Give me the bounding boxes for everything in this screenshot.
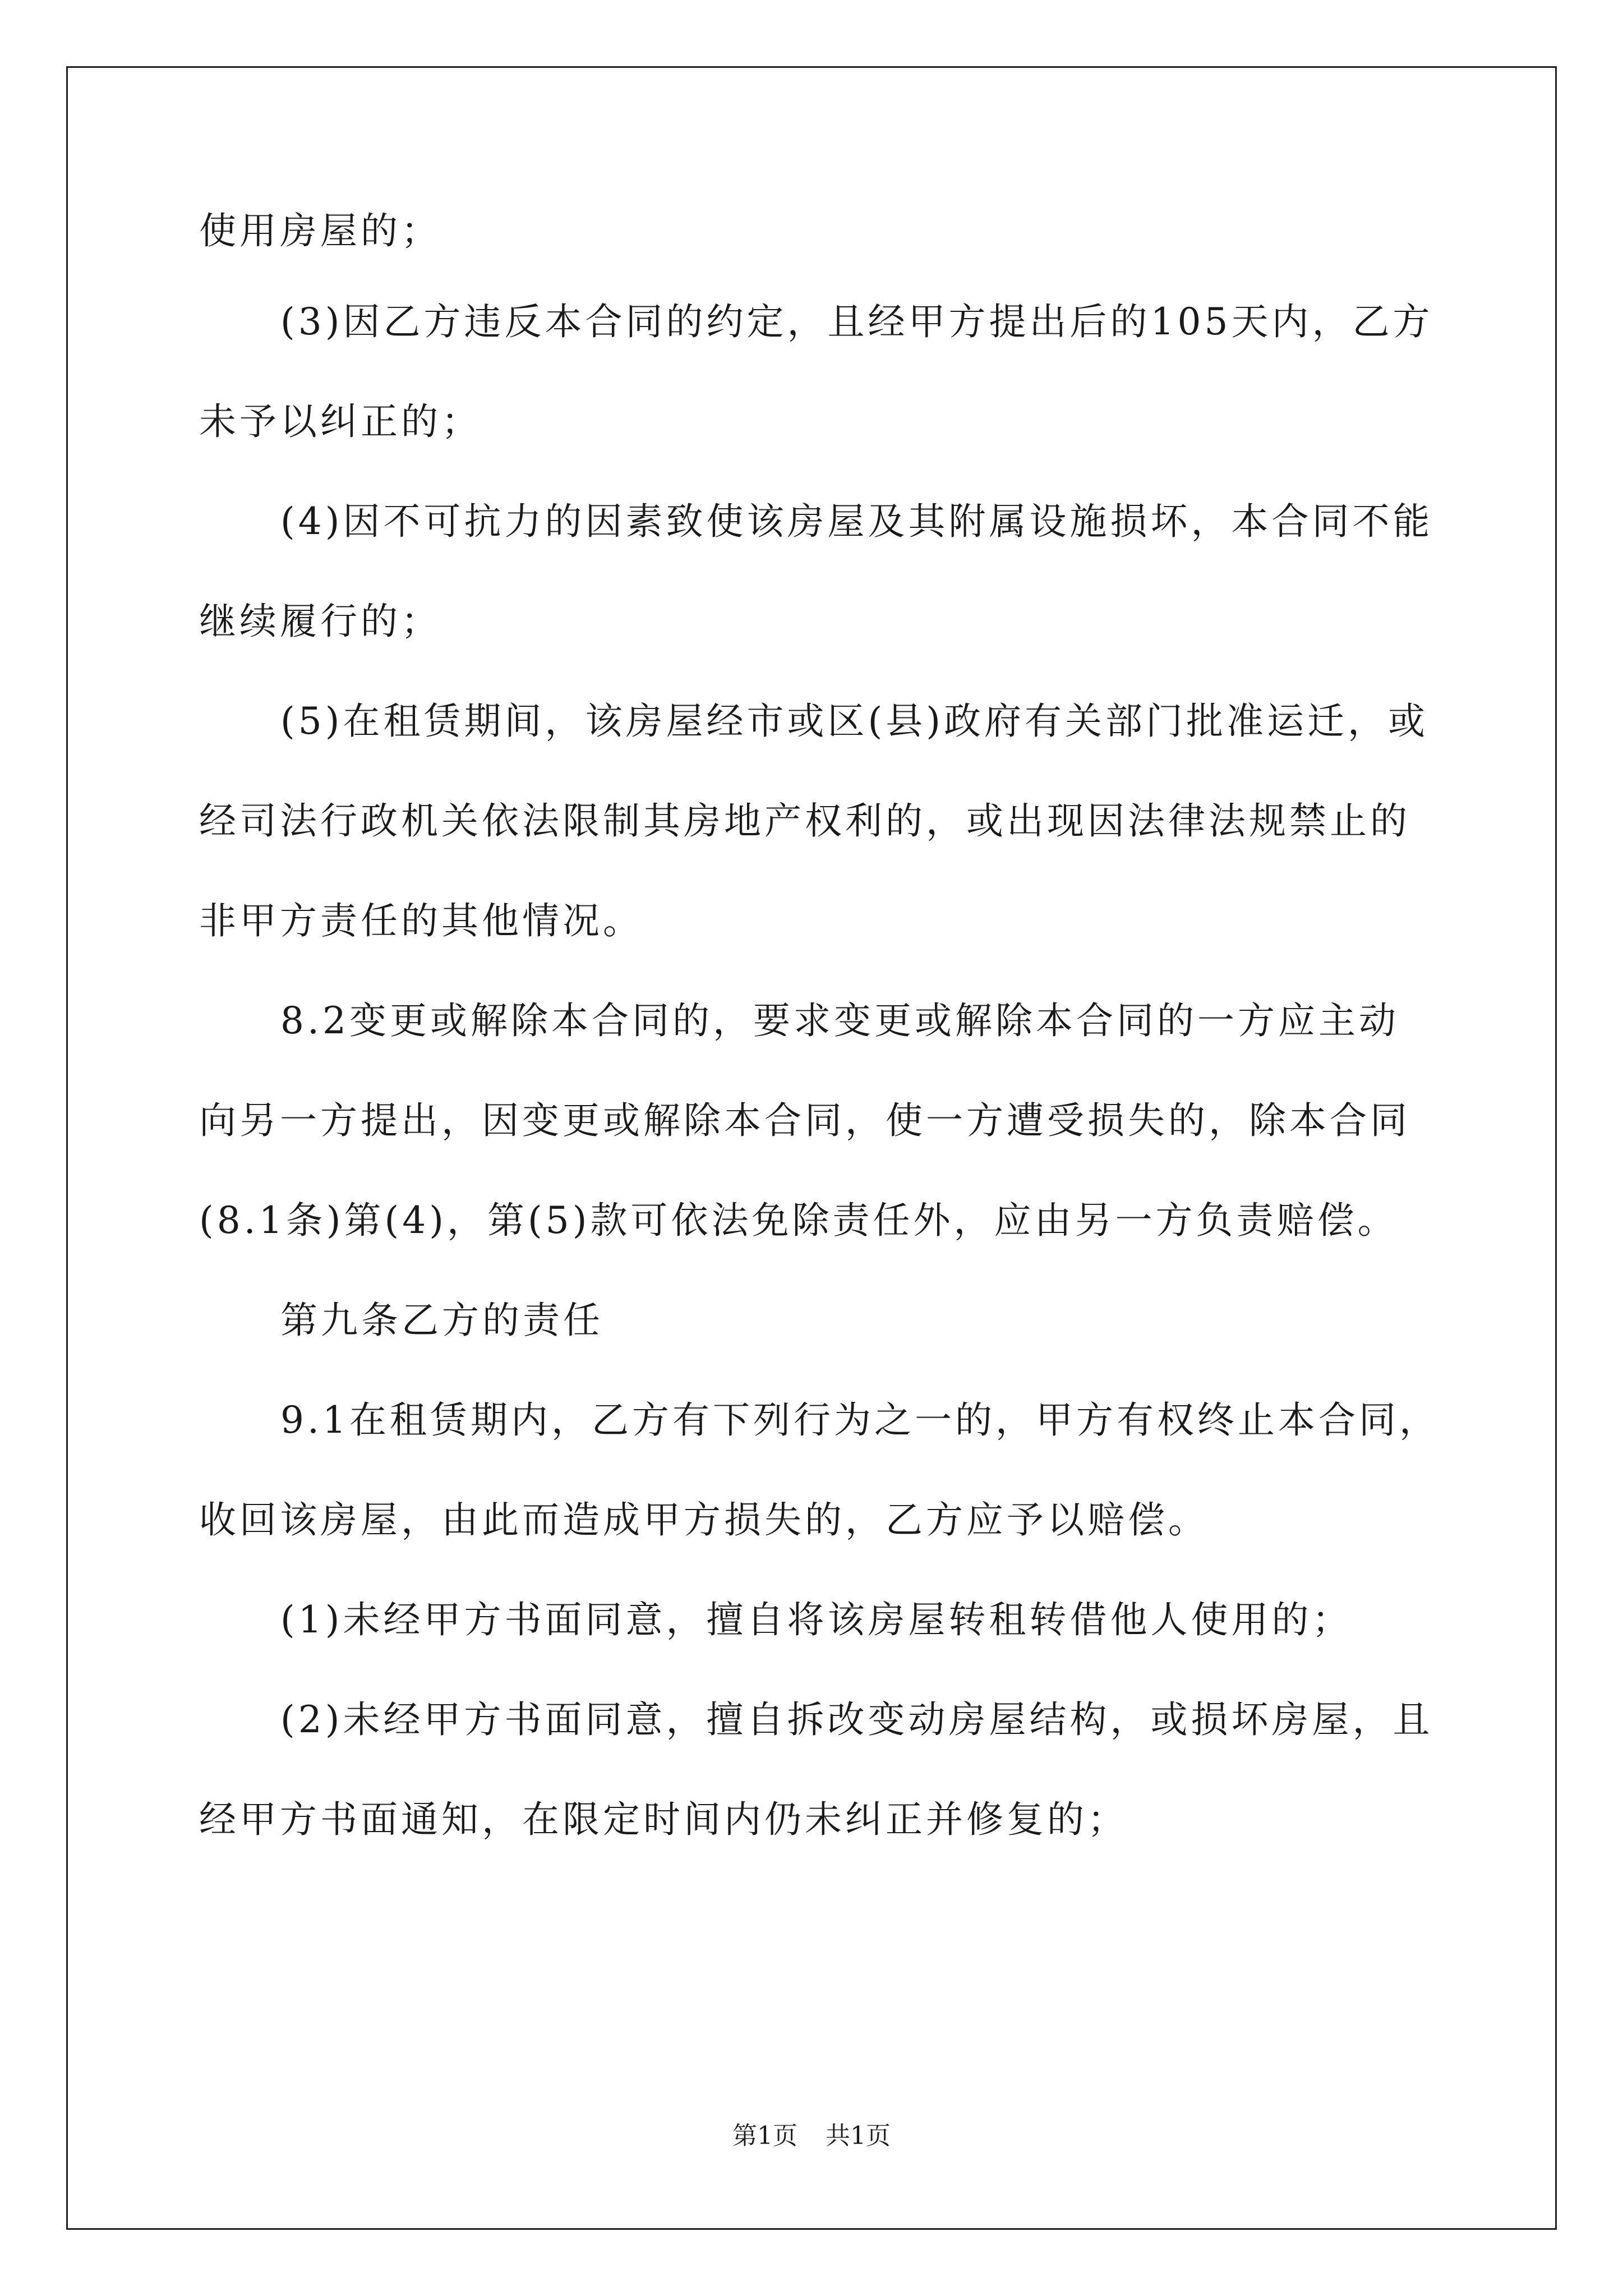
- text-line: 8.2变更或解除本合同的，要求变更或解除本合同的一方应主动: [280, 999, 1399, 1042]
- section-heading: 第九条乙方的责任: [280, 1299, 603, 1342]
- text-line: 收回该房屋，由此而造成甲方损失的，乙方应予以赔偿。: [199, 1498, 1209, 1542]
- text-line: 继续履行的；: [199, 600, 441, 643]
- page-number: 第1页: [732, 2122, 797, 2150]
- text-line: 使用房屋的；: [199, 209, 441, 252]
- page-footer: [0, 2120, 1623, 2152]
- text-line: 未予以纠正的；: [199, 400, 482, 443]
- text-line: 非甲方责任的其他情况。: [199, 899, 643, 942]
- text-line: 经甲方书面通知，在限定时间内仍未纠正并修复的；: [199, 1798, 1128, 1841]
- text-line: (3)因乙方违反本合同的约定，且经甲方提出后的105天内，乙方: [280, 300, 1433, 343]
- text-line: (8.1条)第(4)，第(5)款可依法免除责任外，应由另一方负责赔偿。: [199, 1199, 1398, 1242]
- text-line: (4)因不可抗力的因素致使该房屋及其附属设施损坏，本合同不能: [280, 500, 1433, 543]
- text-line: 9.1在租赁期内，乙方有下列行为之一的，甲方有权终止本合同，: [280, 1398, 1440, 1442]
- text-line: (5)在租赁期间，该房屋经市或区(县)政府有关部门批准运迁，或: [280, 700, 1428, 743]
- text-line: 经司法行政机关依法限制其房地产权利的，或出现因法律法规禁止的: [199, 799, 1410, 843]
- page-border: [66, 66, 1557, 2230]
- page-total: 共1页: [826, 2122, 891, 2150]
- text-line: (2)未经甲方书面同意，擅自拆改变动房屋结构，或损坏房屋，且: [280, 1698, 1433, 1741]
- text-line: 向另一方提出，因变更或解除本合同，使一方遭受损失的，除本合同: [199, 1099, 1410, 1142]
- text-line: (1)未经甲方书面同意，擅自将该房屋转租转借他人使用的；: [280, 1598, 1353, 1641]
